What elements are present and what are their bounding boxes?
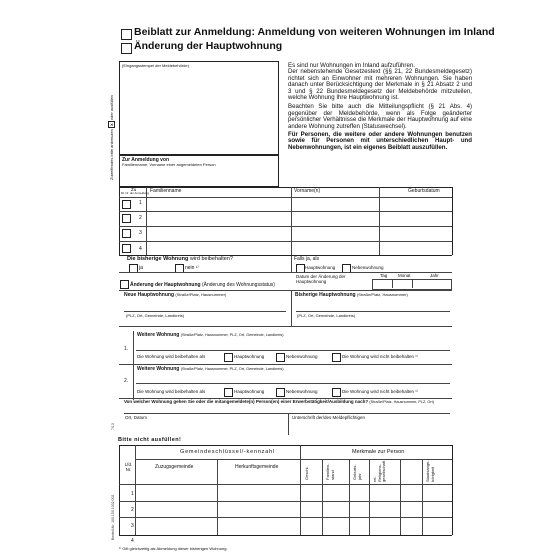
falls-haupt-label: Hauptwohnung: [305, 265, 336, 270]
bisherige-ja-label: ja: [139, 265, 143, 271]
person-row-3-num: 3: [139, 230, 142, 236]
person-row-1-num: 1: [139, 200, 142, 206]
weitere-1-neben-checkbox[interactable]: [276, 353, 285, 362]
anmeldung-sub: Familienname, Vorname einer angemeldeten Person: [122, 162, 216, 167]
weitere-1-nicht-label: Die Wohnung wird nicht beibehalten ¹⁾: [342, 354, 418, 359]
bottom-row-4-num: 4: [131, 538, 134, 544]
header-title-2: Änderung der Hauptwohnung: [134, 40, 283, 52]
weitere-2-num: 2.: [124, 378, 129, 384]
datum-jahr-label: Jahr: [430, 273, 439, 278]
col-vorname: Vorname(n): [294, 188, 321, 194]
weitere-1-nicht-checkbox[interactable]: [332, 353, 341, 362]
bottom-row-1-num: 1: [131, 491, 134, 497]
info-p2: Der nebenstehende Gesetzestext (§§ 21, 22 Bundesmeldegesetz) richtet sich an Einwohner mit mehreren Wohnungen. Sie haben danach unter Berücksichtigung der Merkmale in § 21 Absatz 2 und 3 und § 22 Bundesmeldegesetz der Meldebehörde mitzuteilen, welche Wohnung Ihre Hauptwohnung ist.: [288, 68, 472, 102]
info-p1: Es sind nur Wohnungen im Inland aufzuführen.: [288, 62, 415, 69]
col-geschl: Geschl.: [304, 466, 309, 480]
weitere-2-nicht-checkbox[interactable]: [332, 388, 341, 397]
weitere-1-neben-label: Nebenwohnung: [286, 354, 318, 359]
col-religion: rel. Religions-gesellschaft: [372, 460, 386, 482]
col-familienstand: Familien-stand: [325, 463, 335, 480]
col-geburtsdatum: Geburtsdatum: [408, 188, 440, 194]
col-zu-sub: lfd. Nr. der Anmeldung: [121, 191, 149, 195]
person-row-2-checkbox[interactable]: [122, 214, 131, 223]
weitere-2-haupt-label: Hauptwohnung: [234, 389, 265, 394]
unterschrift-label: Unterschrift der/des Meldepflichtigen: [292, 415, 366, 420]
col-geburtsjahr: Geburts-jahr: [352, 464, 362, 480]
col-zu: Zu: [131, 187, 137, 192]
bisherige-question: Die bisherige Wohnung wird beibehalten?: [127, 256, 233, 262]
aenderung-label: Änderung der Hauptwohnung (Änderung des Wohnungsstatus): [130, 282, 275, 288]
datum-aenderung-label: Datum der Änderung der Hauptwohnung: [296, 274, 346, 284]
gemeindeschluessel-header: Gemeindeschlüssel/-kennzahl: [180, 449, 275, 455]
weitere-2-beibehalten-label: Die Wohnung wird beibehalten als: [137, 389, 206, 394]
header-title-1: Beiblatt zur Anmeldung: Anmeldung von weiteren Wohnungen im Inland: [134, 26, 495, 38]
weitere-2-neben-checkbox[interactable]: [276, 388, 285, 397]
anmeldung-title: Zur Anmeldung von: [122, 157, 170, 163]
bisherige-nein-label: nein ¹⁾: [185, 265, 199, 271]
col-staatsangehoerigkeit: Staatsange-hörigkeit: [425, 460, 435, 482]
footnote: ¹⁾ Gilt gleichzeitig als Abmeldung dieser bisherigen Wohnung.: [119, 546, 228, 551]
info-p4: Für Personen, die weitere oder andere Wohnungen benutzen sowie für Personen mit unterschiedlichen Haupt- und Nebenwohnungen, ist ein eigenes Beiblatt auszufüllen.: [288, 131, 472, 151]
weitere-2-nicht-label: Die Wohnung wird nicht beibehalten ¹⁾: [342, 389, 418, 394]
aenderung-haupt-checkbox[interactable]: [120, 280, 129, 289]
person-row-1-checkbox[interactable]: [122, 200, 131, 209]
weitere-1-haupt-label: Hauptwohnung: [234, 354, 265, 359]
col-lfd-nr: Lfd. Nr.: [124, 462, 133, 472]
publisher-side-text: Bestell-Nr. 100 150 1002 002: [111, 494, 115, 540]
bottom-row-3-num: 3: [131, 523, 134, 529]
weitere-1-num: 1.: [124, 346, 129, 352]
erwerb-question: Von welcher Wohnung gehen Sie oder die mitangemeldete(n) Person(en) einer Erwerbstätigkeit/Ausbildung nach? (Straße/Platz, Hausnummer, PLZ, Ort): [124, 399, 434, 404]
info-p3: Beachten Sie bitte auch die Mitteilungspflicht (§ 21 Abs. 4) gegenüber der Meldebehörde, wenn als Folge geänderter persönlicher Verhältnisse die Merkmale der Hauptwohnung auf eine andere Wohnung zutreffen (Statuswechsel).: [288, 103, 472, 130]
stamp-label: (Eingangsstempel der Meldebehörde): [122, 63, 189, 68]
neue-hauptwohnung-label: Neue Hauptwohnung (Straße/Platz, Hausnummer): [124, 292, 227, 298]
datum-tag-label: Tag: [380, 273, 388, 278]
bisherige-plz-label: (PLZ, Ort, Gemeinde, Landkreis): [297, 313, 356, 318]
nicht-ausfuellen-notice: Bitte nicht ausfüllen!: [118, 437, 182, 443]
form-code: 7/13: [111, 423, 115, 430]
info-text: [288, 63, 472, 151]
person-row-4-checkbox[interactable]: [122, 244, 131, 253]
falls-neben-label: Nebenwohnung: [352, 265, 384, 270]
weitere-2-title: Weitere Wohnung (Straße/Platz, Hausnummer, PLZ, Ort, Gemeinde, Landkreis): [137, 366, 284, 372]
falls-ja-label: Falls ja, als: [294, 256, 320, 262]
side-label: Zutreffendes bitte ankreuzen X oder ausfüllen: [109, 95, 114, 180]
weitere-1-beibehalten-label: Die Wohnung wird beibehalten als: [137, 354, 206, 359]
person-row-3-checkbox[interactable]: [122, 229, 131, 238]
datum-monat-label: Monat: [398, 273, 411, 278]
weitere-1-haupt-checkbox[interactable]: [224, 353, 233, 362]
weitere-2-haupt-checkbox[interactable]: [224, 388, 233, 397]
col-zuzugsgemeinde: Zuzugsgemeinde: [155, 464, 194, 470]
person-row-4-num: 4: [139, 246, 142, 252]
col-herkunftsgemeinde: Herkunftsgemeinde: [235, 464, 279, 470]
stamp-box: [119, 61, 279, 155]
merkmale-header: Merkmale zur Person: [352, 449, 405, 455]
weitere-2-neben-label: Nebenwohnung: [286, 389, 318, 394]
person-row-2-num: 2: [139, 215, 142, 221]
beiblatt-checkbox[interactable]: [121, 29, 132, 40]
bisherige-hauptwohnung-label: Bisherige Hauptwohnung (Straße/Platz, Hausnummer): [295, 292, 408, 298]
bottom-row-2-num: 2: [131, 507, 134, 513]
neue-plz-label: (PLZ, Ort, Gemeinde, Landkreis): [126, 313, 185, 318]
col-familienname: Familienname: [150, 188, 182, 194]
ort-datum-label: Ort, Datum: [125, 415, 148, 420]
aenderung-checkbox[interactable]: [121, 43, 132, 54]
weitere-1-title: Weitere Wohnung (Straße/Platz, Hausnummer, PLZ, Ort, Gemeinde, Landkreis): [137, 332, 284, 338]
